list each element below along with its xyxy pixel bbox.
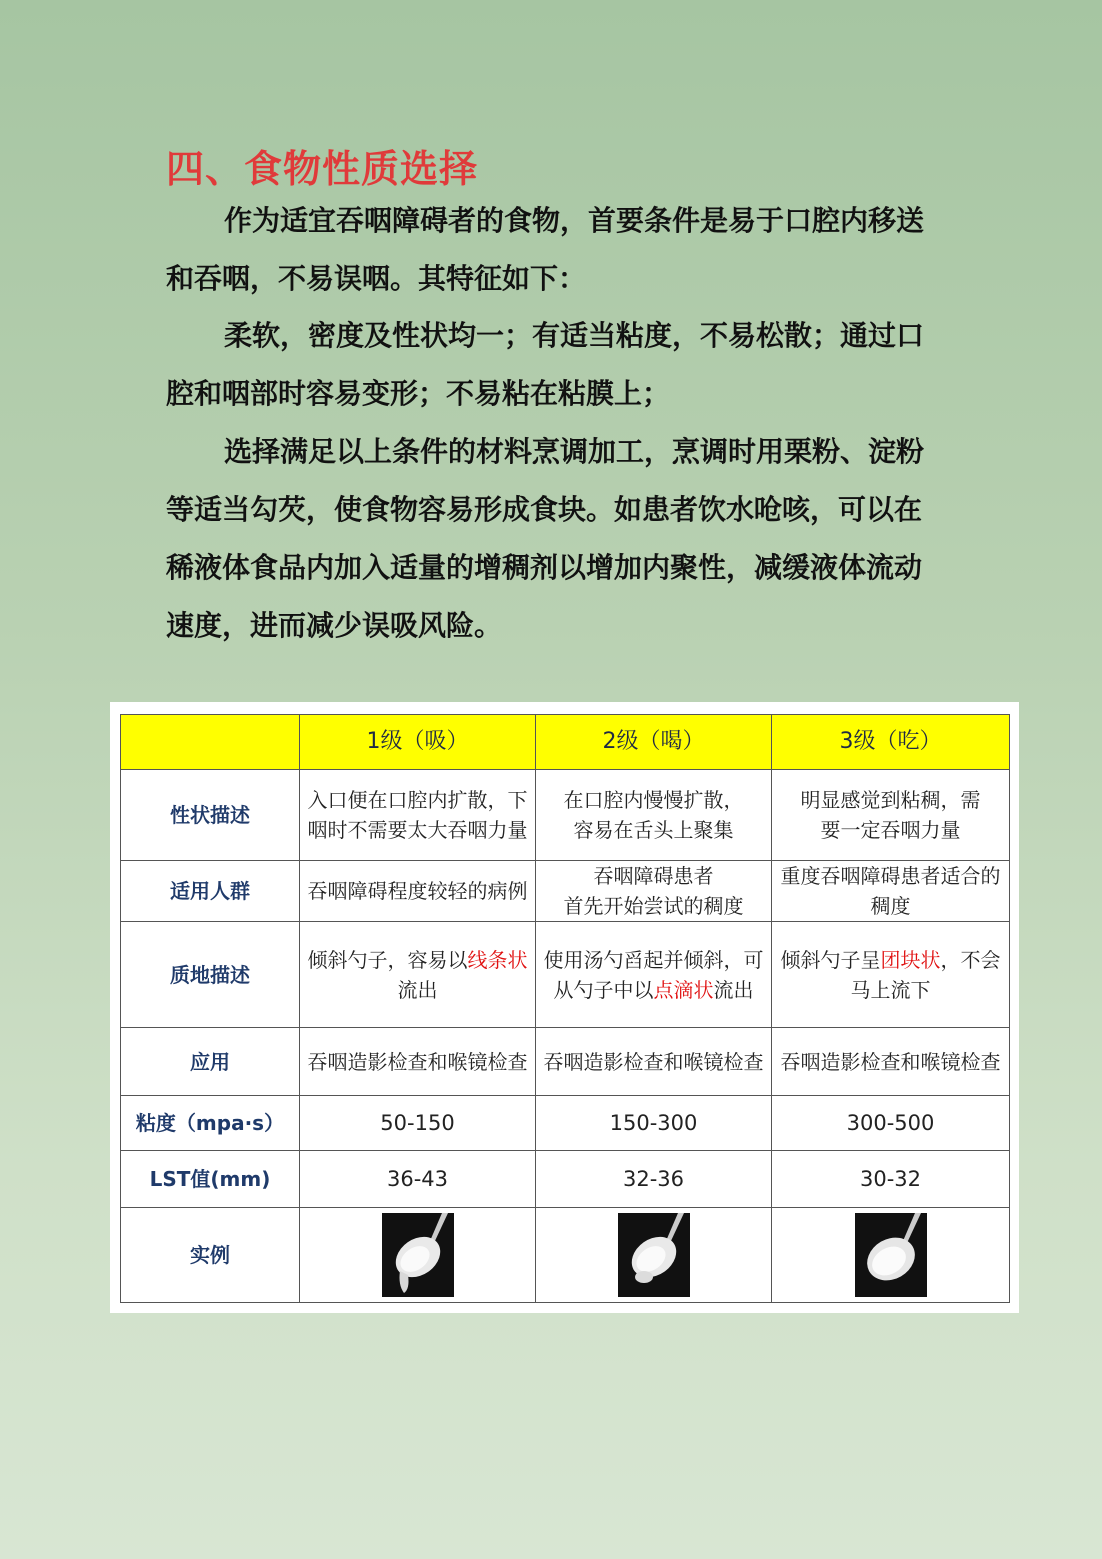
cell-example-2 — [536, 1208, 772, 1303]
cell-application-2: 吞咽造影检查和喉镜检查 — [536, 1028, 772, 1096]
header-level-3: 3级（吃） — [772, 715, 1010, 770]
texture-1-text-b: 流出 — [397, 977, 438, 1002]
texture-3-text-b: ，不会马上流下 — [850, 947, 1001, 1002]
cell-application-3: 吞咽造影检查和喉镜检查 — [772, 1028, 1010, 1096]
cell-example-1 — [300, 1208, 536, 1303]
cell-texture-2 — [536, 922, 772, 1028]
texture-2-text-a: 使用汤勺舀起并倾斜，可从勺子中以 — [543, 947, 764, 1002]
section-heading: 四、食物性质选择 — [166, 147, 479, 191]
cell-example-3 — [772, 1208, 1010, 1303]
spoon-medium-liquid-photo — [618, 1213, 690, 1297]
cell-population-3: 重度吞咽障碍患者适合的稠度 — [772, 861, 1010, 922]
paragraph-features-text: 柔软，密度及性状均一；有适当粘度，不易松散；通过口腔和咽部时容易变形；不易粘在粘膜上； — [166, 319, 925, 410]
texture-2-highlight: 点滴状 — [653, 977, 714, 1002]
spoon-thin-liquid-photo — [382, 1213, 454, 1297]
cell-population-2-line1: 吞咽障碍患者 — [593, 864, 714, 888]
cell-lst-3: 30-32 — [772, 1151, 1010, 1208]
row-label-population: 适用人群 — [121, 861, 300, 922]
paragraph-intro-text: 作为适宜吞咽障碍者的食物，首要条件是易于口腔内移送和吞咽，不易误咽。其特征如下： — [166, 204, 925, 295]
header-cell-empty — [121, 715, 300, 770]
thickness-table-container — [110, 702, 1019, 1313]
row-example — [121, 1208, 1010, 1303]
cell-viscosity-1: 50-150 — [300, 1096, 536, 1151]
row-texture — [121, 922, 1010, 1028]
row-lst — [121, 1151, 1010, 1208]
paragraph-preparation-text: 选择满足以上条件的材料烹调加工，烹调时用栗粉、淀粉等适当勾芡，使食物容易形成食块。如患者饮水呛咳，可以在稀液体食品内加入适量的增稠剂以增加内聚性，减缓液体流动速度，进而减少误吸风险。 — [166, 435, 925, 642]
row-label-example: 实例 — [121, 1208, 300, 1303]
cell-viscosity-2: 150-300 — [536, 1096, 772, 1151]
table-header-row — [121, 715, 1010, 770]
texture-3-text-a: 倾斜勺子呈 — [780, 947, 881, 972]
texture-1-text-a: 倾斜勺子，容易以 — [307, 947, 468, 972]
cell-texture-3 — [772, 922, 1010, 1028]
thickness-table — [120, 714, 1010, 1303]
header-level-2: 2级（喝） — [536, 715, 772, 770]
cell-application-1: 吞咽造影检查和喉镜检查 — [300, 1028, 536, 1096]
cell-appearance-3: 明显感觉到粘稠，需要一定吞咽力量 — [772, 770, 1010, 861]
cell-population-2-line2: 首先开始尝试的稠度 — [563, 894, 744, 918]
cell-population-2 — [536, 861, 772, 922]
texture-1-highlight: 线条状 — [467, 947, 528, 972]
cell-appearance-2: 在口腔内慢慢扩散，容易在舌头上聚集 — [536, 770, 772, 861]
cell-viscosity-3: 300-500 — [772, 1096, 1010, 1151]
spoon-thick-liquid-photo — [855, 1213, 927, 1297]
cell-texture-1 — [300, 922, 536, 1028]
row-population — [121, 861, 1010, 922]
row-viscosity — [121, 1096, 1010, 1151]
cell-population-1: 吞咽障碍程度较轻的病例 — [300, 861, 536, 922]
texture-2-text-b: 流出 — [713, 977, 754, 1002]
row-appearance — [121, 770, 1010, 861]
cell-lst-1: 36-43 — [300, 1151, 536, 1208]
texture-3-highlight: 团块状 — [880, 947, 941, 972]
row-label-application: 应用 — [121, 1028, 300, 1096]
row-label-lst: LST值(mm) — [121, 1151, 300, 1208]
row-label-appearance: 性状描述 — [121, 770, 300, 861]
paragraph-features — [166, 307, 946, 423]
cell-appearance-1: 入口便在口腔内扩散，下咽时不需要太大吞咽力量 — [300, 770, 536, 861]
paragraph-intro — [166, 192, 946, 308]
paragraph-preparation — [166, 423, 946, 655]
cell-lst-2: 32-36 — [536, 1151, 772, 1208]
row-label-viscosity: 粘度（mpa·s） — [121, 1096, 300, 1151]
row-application — [121, 1028, 1010, 1096]
header-level-1: 1级（吸） — [300, 715, 536, 770]
row-label-texture: 质地描述 — [121, 922, 300, 1028]
